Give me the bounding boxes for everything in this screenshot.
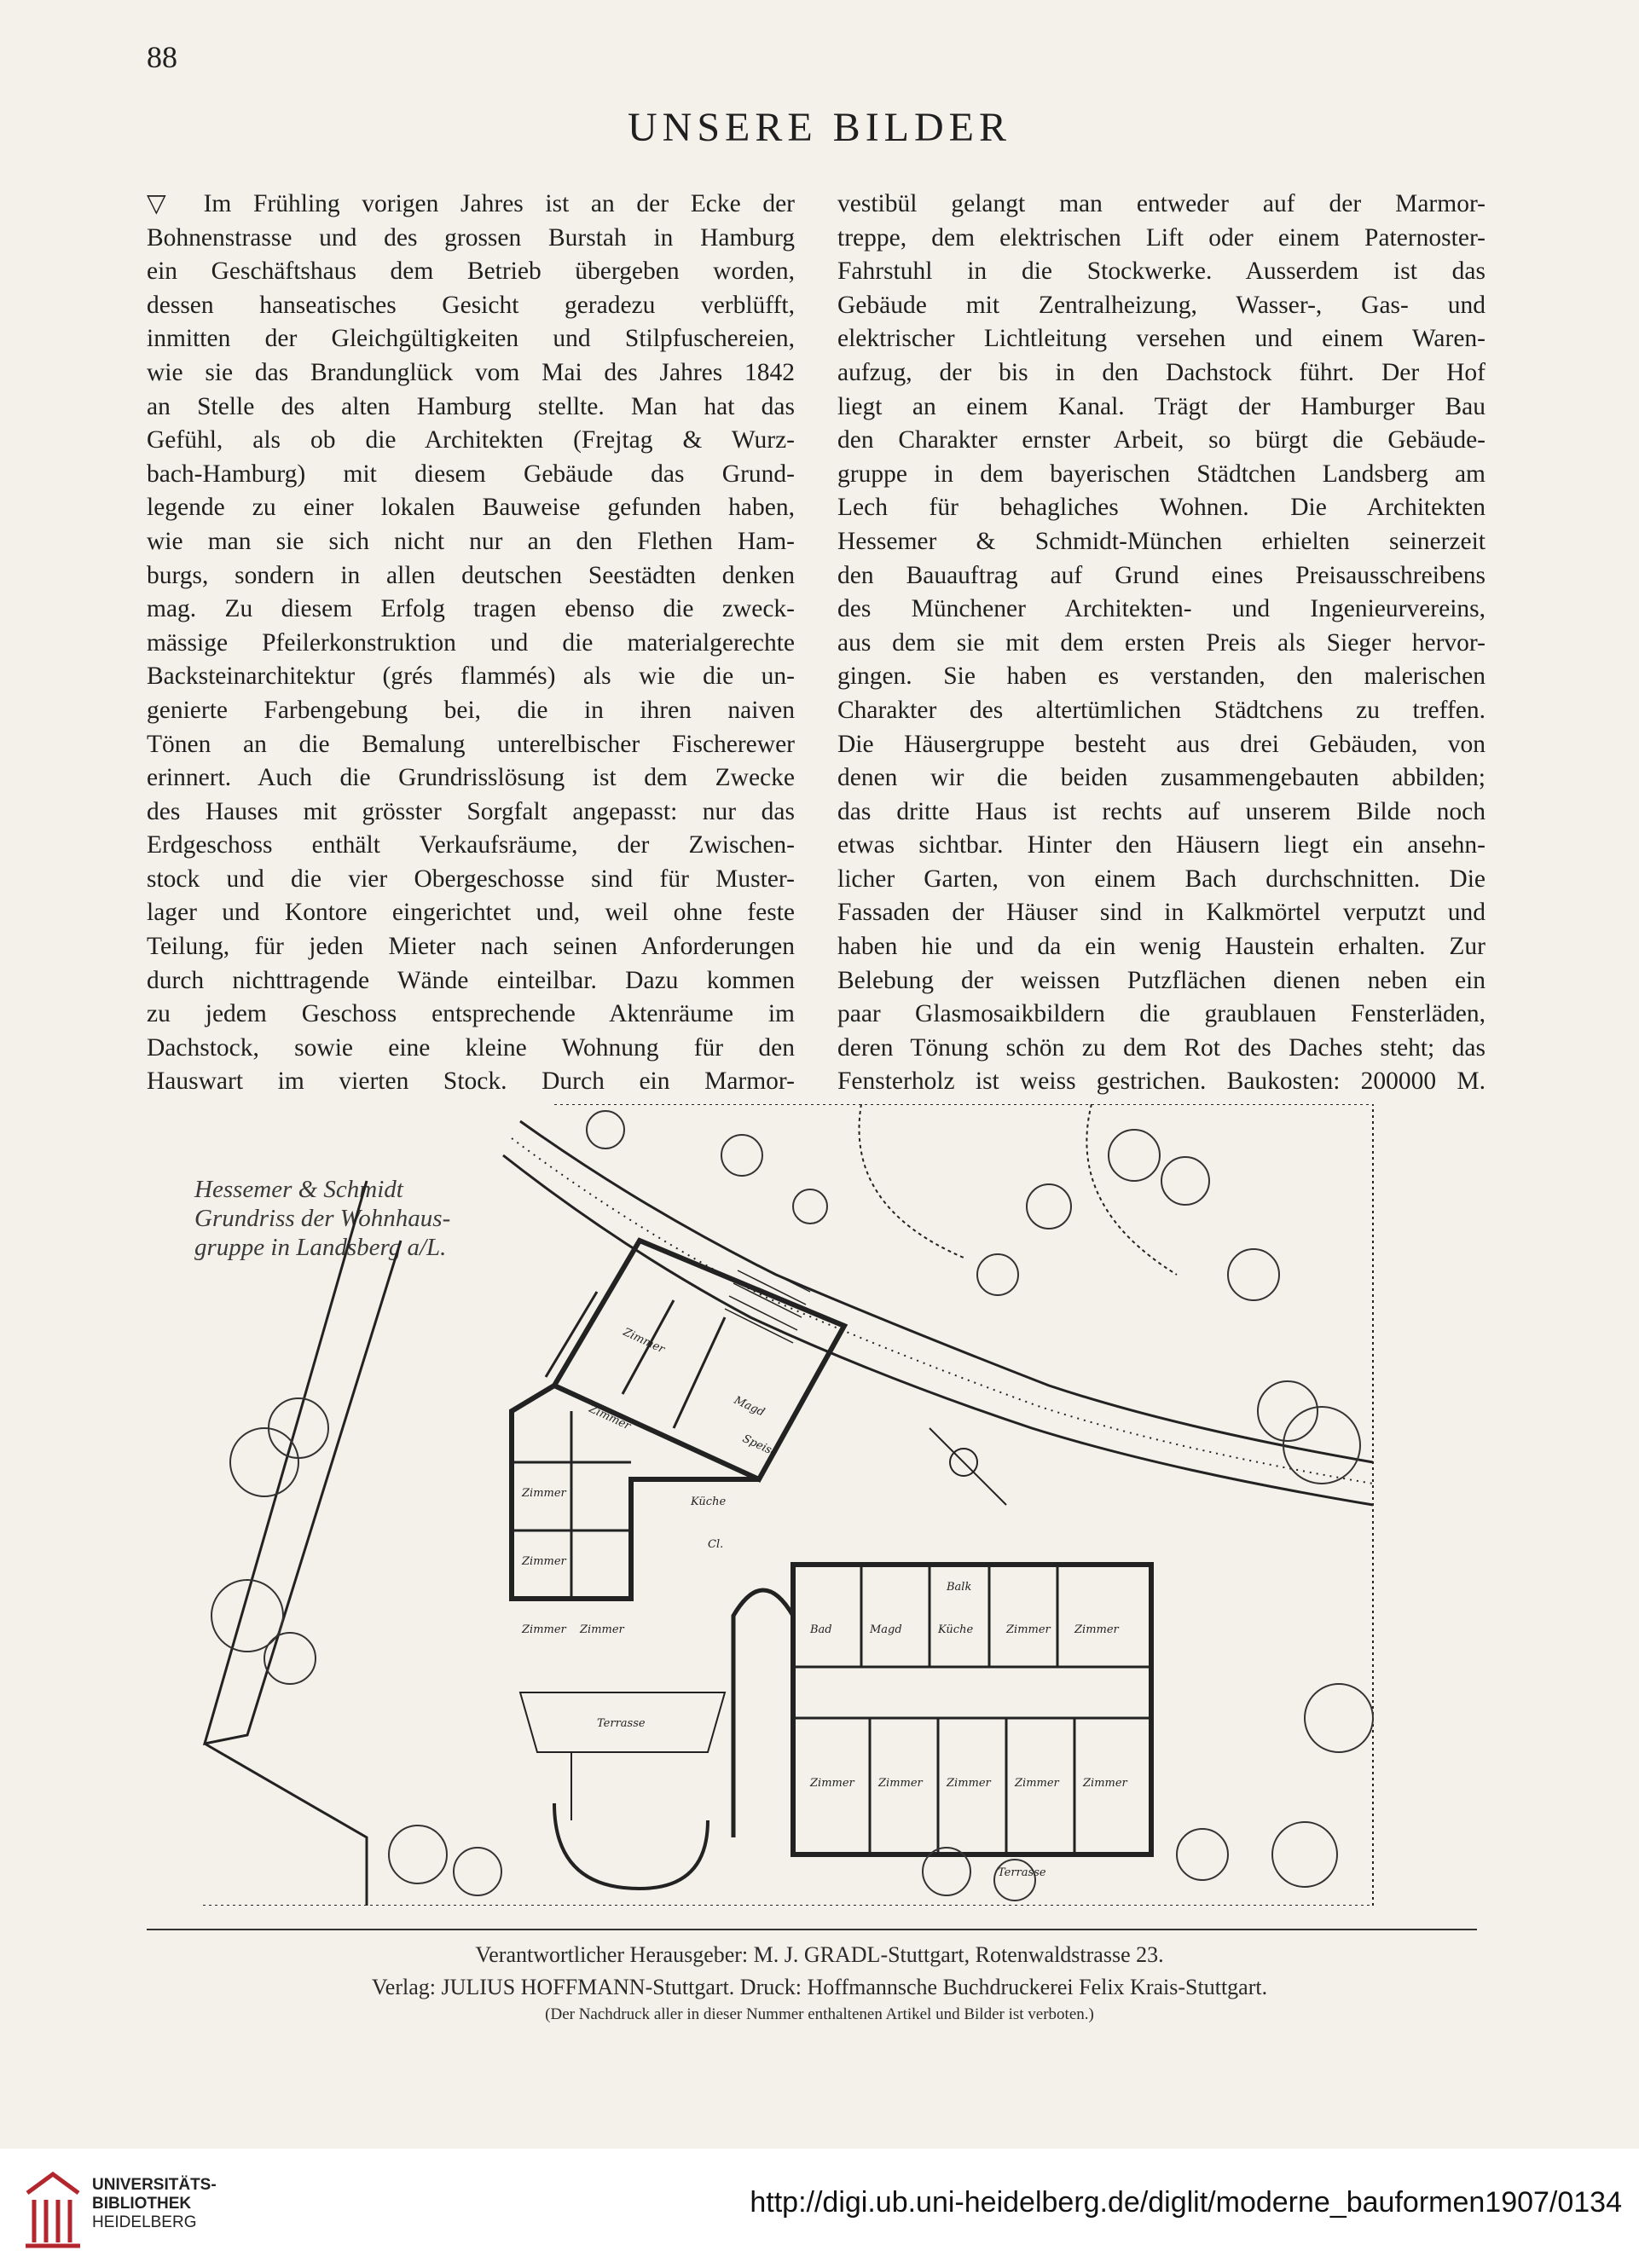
room-label: Zimmer [522, 1555, 566, 1568]
article-line: Gebäude mit Zentralheizung, Wasser-, Gas- und [837, 291, 1486, 319]
article-line: treppe, dem elektrischen Lift oder einem Paternoster- [837, 223, 1486, 252]
room-label: Zimmer [580, 1623, 624, 1636]
article-line: paar Glasmosaikbildern die graublauen Fensterläden, [837, 1000, 1486, 1028]
article-line: inmitten der Gleichgültigkeiten und Stilpfuschereien, [147, 325, 795, 353]
article-line: Teilung, für jeden Mieter nach seinen Anforderungen [147, 933, 795, 961]
article-column-left [147, 188, 795, 1099]
article-line: Tönen an die Bemalung unterelbischer Fischerewer [147, 730, 795, 758]
page-number: 88 [147, 40, 177, 74]
article-line: wie sie das Brandunglück vom Mai des Jahres 1842 [147, 358, 795, 386]
permalink-url[interactable]: http://digi.ub.uni-heidelberg.de/diglit/moderne_bauformen1907/0134 [750, 2186, 1622, 2219]
room-label: Küche [691, 1496, 727, 1508]
article-line: bach-Hamburg) mit diesem Gebäude das Grund- [147, 460, 795, 488]
floor-plan-drawing [196, 1104, 1381, 1906]
caption-line: gruppe in Landsberg a/L. [194, 1234, 447, 1261]
library-name-line: BIBLIOTHEK [92, 2195, 192, 2213]
room-label: Zimmer [878, 1777, 923, 1790]
article-line: mässige Pfeilerkonstruktion und die materialgerechte [147, 628, 795, 657]
article-line: durch nichttragende Wände einteilbar. Dazu kommen [147, 966, 795, 994]
article-line: Fensterholz ist weiss gestrichen. Baukosten: 200000 M. [837, 1067, 1486, 1096]
article-line: burgs, sondern in allen deutschen Seestädten denken [147, 561, 795, 589]
room-label: Balk [947, 1581, 972, 1594]
room-label: Zimmer [1006, 1623, 1051, 1636]
article-line: dessen hanseatisches Gesicht geradezu verblüfft, [147, 291, 795, 319]
article-line: haben hie und da ein wenig Haustein erhalten. Zur [837, 933, 1486, 961]
article-line: Belebung der weissen Putzflächen dienen neben ein [837, 966, 1486, 994]
footer-publisher: Verantwortlicher Herausgeber: M. J. GRADL-Stuttgart, Rotenwaldstrasse 23. [475, 1942, 1164, 1967]
article-line: legende zu einer lokalen Bauweise gefunden haben, [147, 494, 795, 522]
room-label: Terrasse [597, 1717, 646, 1730]
footer-printer: Verlag: JULIUS HOFFMANN-Stuttgart. Druck: Hoffmannsche Buchdruckerei Felix Krais-Stuttgart. [371, 1975, 1268, 1999]
room-label: Bad [810, 1623, 832, 1636]
article-line: den Bauauftrag auf Grund eines Preisausschreibens [837, 561, 1486, 589]
article-line: liegt an einem Kanal. Trägt der Hamburger Bau [837, 392, 1486, 420]
article-line: vestibül gelangt man entweder auf der Marmor- [837, 190, 1486, 217]
room-label: Zimmer [587, 1403, 633, 1433]
room-label: Magd [732, 1394, 767, 1420]
article-line: erinnert. Auch die Grundrisslösung ist dem Zwecke [147, 764, 795, 792]
page-title: UNSERE BILDER [628, 105, 1011, 150]
article-line: denen wir die beiden zusammengebauten abbilden; [837, 764, 1486, 792]
stair-tower [733, 1590, 793, 1837]
article-line: den Charakter ernster Arbeit, so bürgt die Gebäude- [837, 426, 1486, 454]
article-line: Bohnenstrasse und des grossen Burstah in Hamburg [147, 223, 795, 252]
caption-line: Hessemer & Schmidt [194, 1176, 403, 1203]
article-line: elektrischer Lichtleitung versehen und einem Waren- [837, 325, 1486, 353]
east-wing [793, 1565, 1151, 1854]
room-label: Zimmer [947, 1777, 991, 1790]
room-label: Magd [870, 1623, 902, 1636]
library-name-line: UNIVERSITÄTS- [92, 2176, 217, 2194]
article-line: lager und Kontore eingerichtet und, weil ohne feste [147, 899, 795, 927]
brook [520, 1121, 1373, 1462]
room-label: Speise [740, 1432, 780, 1460]
article-line: etwas sichtbar. Hinter den Häusern liegt ein ansehn- [837, 831, 1486, 859]
article-line: Fahrstuhl in die Stockwerke. Ausserdem ist das [837, 257, 1486, 286]
article-line: Lech für behagliches Wohnen. Die Architekten [837, 494, 1486, 522]
university-library-logo-icon [19, 2167, 87, 2249]
article-line: zu jedem Geschoss entsprechende Aktenräume im [147, 1000, 795, 1028]
room-label: Zimmer [810, 1777, 854, 1790]
article-line: Hessemer & Schmidt-München erhielten seinerzeit [837, 527, 1486, 555]
library-name-line: HEIDELBERG [92, 2213, 197, 2231]
article-line: gingen. Sie haben es verstanden, den malerischen [837, 662, 1486, 691]
article-line: Fassaden der Häuser sind in Kalkmörtel verputzt und [837, 899, 1486, 927]
room-label: Zimmer [1083, 1777, 1127, 1790]
article-line: Hauswart im vierten Stock. Durch ein Marmor- [147, 1067, 795, 1096]
article-line: ▽ Im Frühling vorigen Jahres ist an der Ecke der [147, 190, 795, 217]
article-line: stock und die vier Obergeschosse sind für Muster- [147, 865, 795, 893]
article-line: licher Garten, von einem Bach durchschnitten. Die [837, 865, 1486, 893]
footer-notice: (Der Nachdruck aller in dieser Nummer enthaltenen Artikel und Bilder ist verboten.) [545, 2005, 1094, 2023]
caption-line: Grundriss der Wohnhaus- [194, 1205, 451, 1232]
library-bar [0, 2149, 1639, 2268]
room-label: Terrasse [998, 1866, 1046, 1879]
article-line: aufzug, der bis in den Dachstock führt. Der Hof [837, 358, 1486, 386]
article-line: Gefühl, als ob die Architekten (Frejtag & Wurz- [147, 426, 795, 454]
article-line: Charakter des altertümlichen Städtchens zu treffen. [837, 696, 1486, 724]
room-label: Zimmer [522, 1623, 566, 1636]
article-line: Die Häusergruppe besteht aus drei Gebäuden, von [837, 730, 1486, 758]
garden-fence [205, 1181, 401, 1744]
article-line: mag. Zu diesem Erfolg tragen ebenso die zweck- [147, 595, 795, 623]
room-label: Zimmer [621, 1326, 667, 1357]
article-line: wie man sie sich nicht nur an den Flethen Ham- [147, 527, 795, 555]
west-wing [554, 1241, 844, 1479]
room-label: Zimmer [1074, 1623, 1119, 1636]
article-column-right [837, 188, 1486, 1099]
article-line: des Münchener Architekten- und Ingenieurvereins, [837, 595, 1486, 623]
article-line: aus dem sie mit dem ersten Preis als Sieger hervor- [837, 628, 1486, 657]
article-line: Backsteinarchitektur (grés flammés) als wie die un- [147, 662, 795, 691]
article-line: des Hauses mit grösster Sorgfalt angepasst: nur das [147, 797, 795, 825]
room-label: Cl. [708, 1538, 724, 1551]
article-line: das dritte Haus ist rechts auf unserem Bilde noch [837, 797, 1486, 825]
article-line: gruppe in dem bayerischen Städtchen Landsberg am [837, 460, 1486, 488]
room-label: Zimmer [522, 1487, 566, 1500]
article-line: deren Tönung schön zu dem Rot des Daches steht; das [837, 1033, 1486, 1062]
site-boundary [200, 1104, 1373, 1906]
article-line: an Stelle des alten Hamburg stellte. Man hat das [147, 392, 795, 420]
article-line: Dachstock, sowie eine kleine Wohnung für den [147, 1033, 795, 1062]
library-name [92, 2176, 217, 2232]
footer-rule [147, 1929, 1477, 1930]
room-label: Zimmer [1015, 1777, 1059, 1790]
article-line: ein Geschäftshaus dem Betrieb übergeben worden, [147, 257, 795, 286]
article-line: Erdgeschoss enthält Verkaufsräume, der Zwischen- [147, 831, 795, 859]
room-label: Küche [938, 1623, 974, 1636]
article-line: genierte Farbengebung bei, die in ihren naiven [147, 696, 795, 724]
